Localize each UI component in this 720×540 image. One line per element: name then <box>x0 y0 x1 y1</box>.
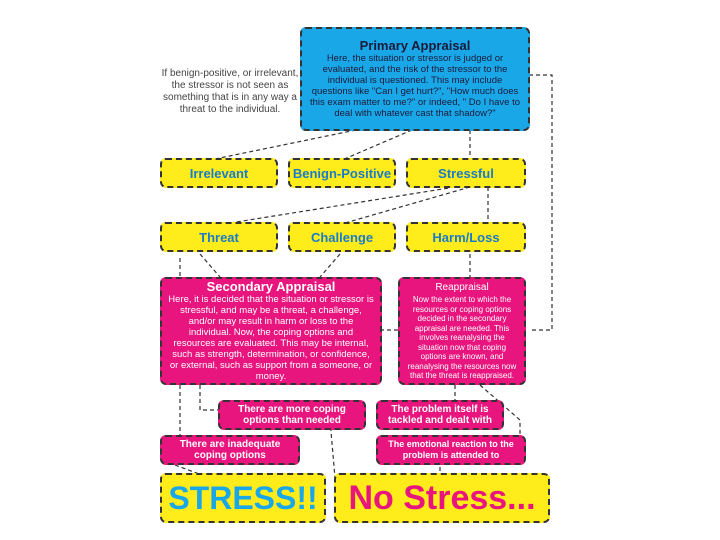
benign-positive-label: Benign-Positive <box>292 165 392 181</box>
emotional-text: The emotional reaction to the problem is attended to <box>388 439 514 460</box>
emotional-box <box>376 435 526 465</box>
stress-outcome-label: STRESS!! <box>168 479 318 516</box>
challenge-label: Challenge <box>310 229 374 245</box>
threat-box <box>160 222 278 252</box>
no-stress-outcome-label: No Stress... <box>348 478 536 517</box>
primary-appraisal-title: Primary Appraisal <box>359 38 471 53</box>
harm-loss-box <box>406 222 526 252</box>
reappraisal-title: Reappraisal <box>435 282 489 294</box>
reappraisal-box <box>398 277 526 385</box>
benign-positive-box <box>288 158 396 188</box>
irrelevant-label: Irrelevant <box>189 165 249 181</box>
stress-outcome-box <box>160 473 326 523</box>
more-coping-text: There are more coping options than needed <box>238 404 346 426</box>
no-stress-outcome-box <box>334 473 550 523</box>
more-coping-box <box>218 400 366 430</box>
problem-tackled-text: The problem itself is tackled and dealt with <box>388 404 492 426</box>
threat-label: Threat <box>199 229 239 245</box>
secondary-appraisal-body: Here, it is decided that the situation or stressor is stressful, and may be a threat, a challenge, and/or may result in harm or loss to the individual. Now, the coping options and resources are evaluated. This may be internal, such as strength, determination, or confidence, or external, such as support from a someone, or money. <box>168 294 374 382</box>
side-note: If benign-positive, or irrelevant, the stressor is not seen as something that is in any way a threat to the individual. <box>161 68 299 115</box>
primary-appraisal-body: Here, the situation or stressor is judged or evaluated, and the risk of the stressor to the individual is questioned. This may include questions like "Can I get hurt?", "How much does this exam matter to me?" or indeed, " Do I have to deal with whatever cast that shadow?" <box>309 53 521 119</box>
challenge-box <box>288 222 396 252</box>
inadequate-box <box>160 435 300 465</box>
secondary-appraisal-box <box>160 277 382 385</box>
secondary-appraisal-title: Secondary Appraisal <box>206 279 336 294</box>
stressful-label: Stressful <box>438 165 494 181</box>
stressful-box <box>406 158 526 188</box>
primary-appraisal-box <box>300 27 530 131</box>
problem-tackled-box <box>376 400 504 430</box>
inadequate-text: There are inadequate coping options <box>179 439 281 461</box>
irrelevant-box <box>160 158 278 188</box>
reappraisal-body: Now the extent to which the resources or coping options decided in the secondary appraisal are needed. This involves reanalysing the situation now that coping options are known, and reanalysing the resources now that the threat is reappraised. <box>407 295 517 381</box>
harm-loss-label: Harm/Loss <box>432 229 500 245</box>
